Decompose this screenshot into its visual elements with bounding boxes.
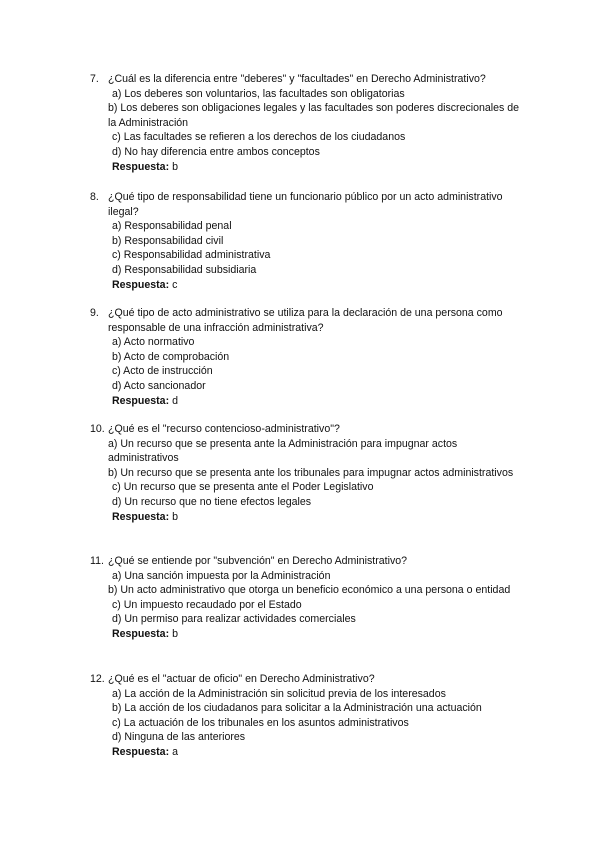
question-line bbox=[90, 190, 530, 219]
option-d: d) Acto sancionador bbox=[112, 379, 206, 392]
question-number: 8. bbox=[90, 191, 99, 203]
option-c: c) Acto de instrucción bbox=[112, 365, 213, 378]
answer-label: Respuesta: bbox=[112, 394, 173, 407]
question-number: 9. bbox=[90, 307, 99, 319]
answer-label: Respuesta: bbox=[112, 510, 173, 523]
question-line bbox=[90, 306, 530, 335]
question-number: 11. bbox=[90, 555, 104, 567]
question-text: ¿Qué es el "actuar de oficio" en Derecho Administrativo? bbox=[108, 673, 375, 685]
question-10 bbox=[90, 422, 530, 524]
option-c: c) Un impuesto recaudado por el Estado bbox=[112, 598, 302, 611]
answer-value: c bbox=[172, 278, 178, 291]
answer-line bbox=[90, 160, 530, 175]
question-line bbox=[90, 554, 530, 569]
question-11 bbox=[90, 554, 530, 642]
question-number: 12. bbox=[90, 673, 105, 685]
option-c: c) Las facultades se refieren a los derechos de los ciudadanos bbox=[112, 131, 406, 144]
option-a: a) Acto normativo bbox=[112, 336, 195, 349]
option-d: d) Responsabilidad subsidiaria bbox=[112, 263, 257, 276]
option-d: d) Ninguna de las anteriores bbox=[112, 731, 246, 744]
answer-line bbox=[90, 278, 530, 293]
option-b: b) La acción de los ciudadanos para solicitar a la Administración una actuación bbox=[112, 702, 482, 715]
option-a: a) Una sanción impuesta por la Administración bbox=[112, 569, 331, 582]
option-d: d) Un permiso para realizar actividades comerciales bbox=[112, 613, 356, 626]
question-text: ¿Qué es el "recurso contencioso-administrativo"? bbox=[108, 423, 340, 435]
answer-label: Respuesta: bbox=[112, 627, 173, 640]
option-d: d) Un recurso que no tiene efectos legales bbox=[112, 495, 312, 508]
answer-value: a bbox=[172, 745, 178, 758]
question-9 bbox=[90, 306, 530, 408]
option-b: b) Responsabilidad civil bbox=[112, 234, 224, 247]
question-7 bbox=[90, 72, 530, 174]
option-c: c) La actuación de los tribunales en los asuntos administrativos bbox=[112, 716, 409, 729]
question-line bbox=[90, 672, 530, 687]
option-b: b) Acto de comprobación bbox=[112, 350, 230, 363]
answer-label: Respuesta: bbox=[112, 278, 173, 291]
question-text: ¿Qué tipo de acto administrativo se utiliza para la declaración de una persona como responsable de una infracción administrativa? bbox=[108, 307, 503, 334]
question-8 bbox=[90, 190, 530, 292]
question-number: 7. bbox=[90, 73, 99, 85]
question-12 bbox=[90, 672, 530, 760]
answer-line bbox=[90, 394, 530, 409]
answer-value: b bbox=[172, 160, 178, 173]
answer-value: d bbox=[172, 394, 178, 407]
option-c: c) Responsabilidad administrativa bbox=[112, 249, 271, 262]
answer-label: Respuesta: bbox=[112, 160, 173, 173]
question-line bbox=[90, 422, 530, 437]
option-d: d) No hay diferencia entre ambos conceptos bbox=[112, 145, 320, 158]
option-b: b) Los deberes son obligaciones legales y las facultades son poderes discrecionales de la Administración bbox=[108, 102, 520, 129]
answer-label: Respuesta: bbox=[112, 745, 173, 758]
option-a: a) Los deberes son voluntarios, las facultades son obligatorias bbox=[112, 87, 405, 100]
question-line bbox=[90, 72, 530, 87]
question-text: ¿Qué tipo de responsabilidad tiene un funcionario público por un acto administrativo ilegal? bbox=[108, 191, 503, 218]
option-a: a) Un recurso que se presenta ante la Administración para impugnar actos administrativos bbox=[108, 437, 458, 465]
option-c: c) Un recurso que se presenta ante el Poder Legislativo bbox=[112, 481, 374, 494]
option-a: a) Responsabilidad penal bbox=[112, 220, 232, 233]
question-text: ¿Qué se entiende por "subvención" en Derecho Administrativo? bbox=[108, 555, 408, 567]
option-b: b) Un acto administrativo que otorga un beneficio económico a una persona o entidad bbox=[108, 584, 511, 597]
answer-line bbox=[90, 627, 530, 642]
answer-value: b bbox=[172, 627, 178, 640]
question-number: 10. bbox=[90, 423, 105, 435]
question-text: ¿Cuál es la diferencia entre "deberes" y "facultades" en Derecho Administrativo? bbox=[108, 73, 486, 85]
answer-value: b bbox=[172, 510, 178, 523]
option-a: a) La acción de la Administración sin solicitud previa de los interesados bbox=[112, 687, 446, 700]
answer-line bbox=[90, 510, 530, 525]
option-b: b) Un recurso que se presenta ante los tribunales para impugnar actos administrativos bbox=[108, 466, 514, 479]
answer-line bbox=[90, 745, 530, 760]
